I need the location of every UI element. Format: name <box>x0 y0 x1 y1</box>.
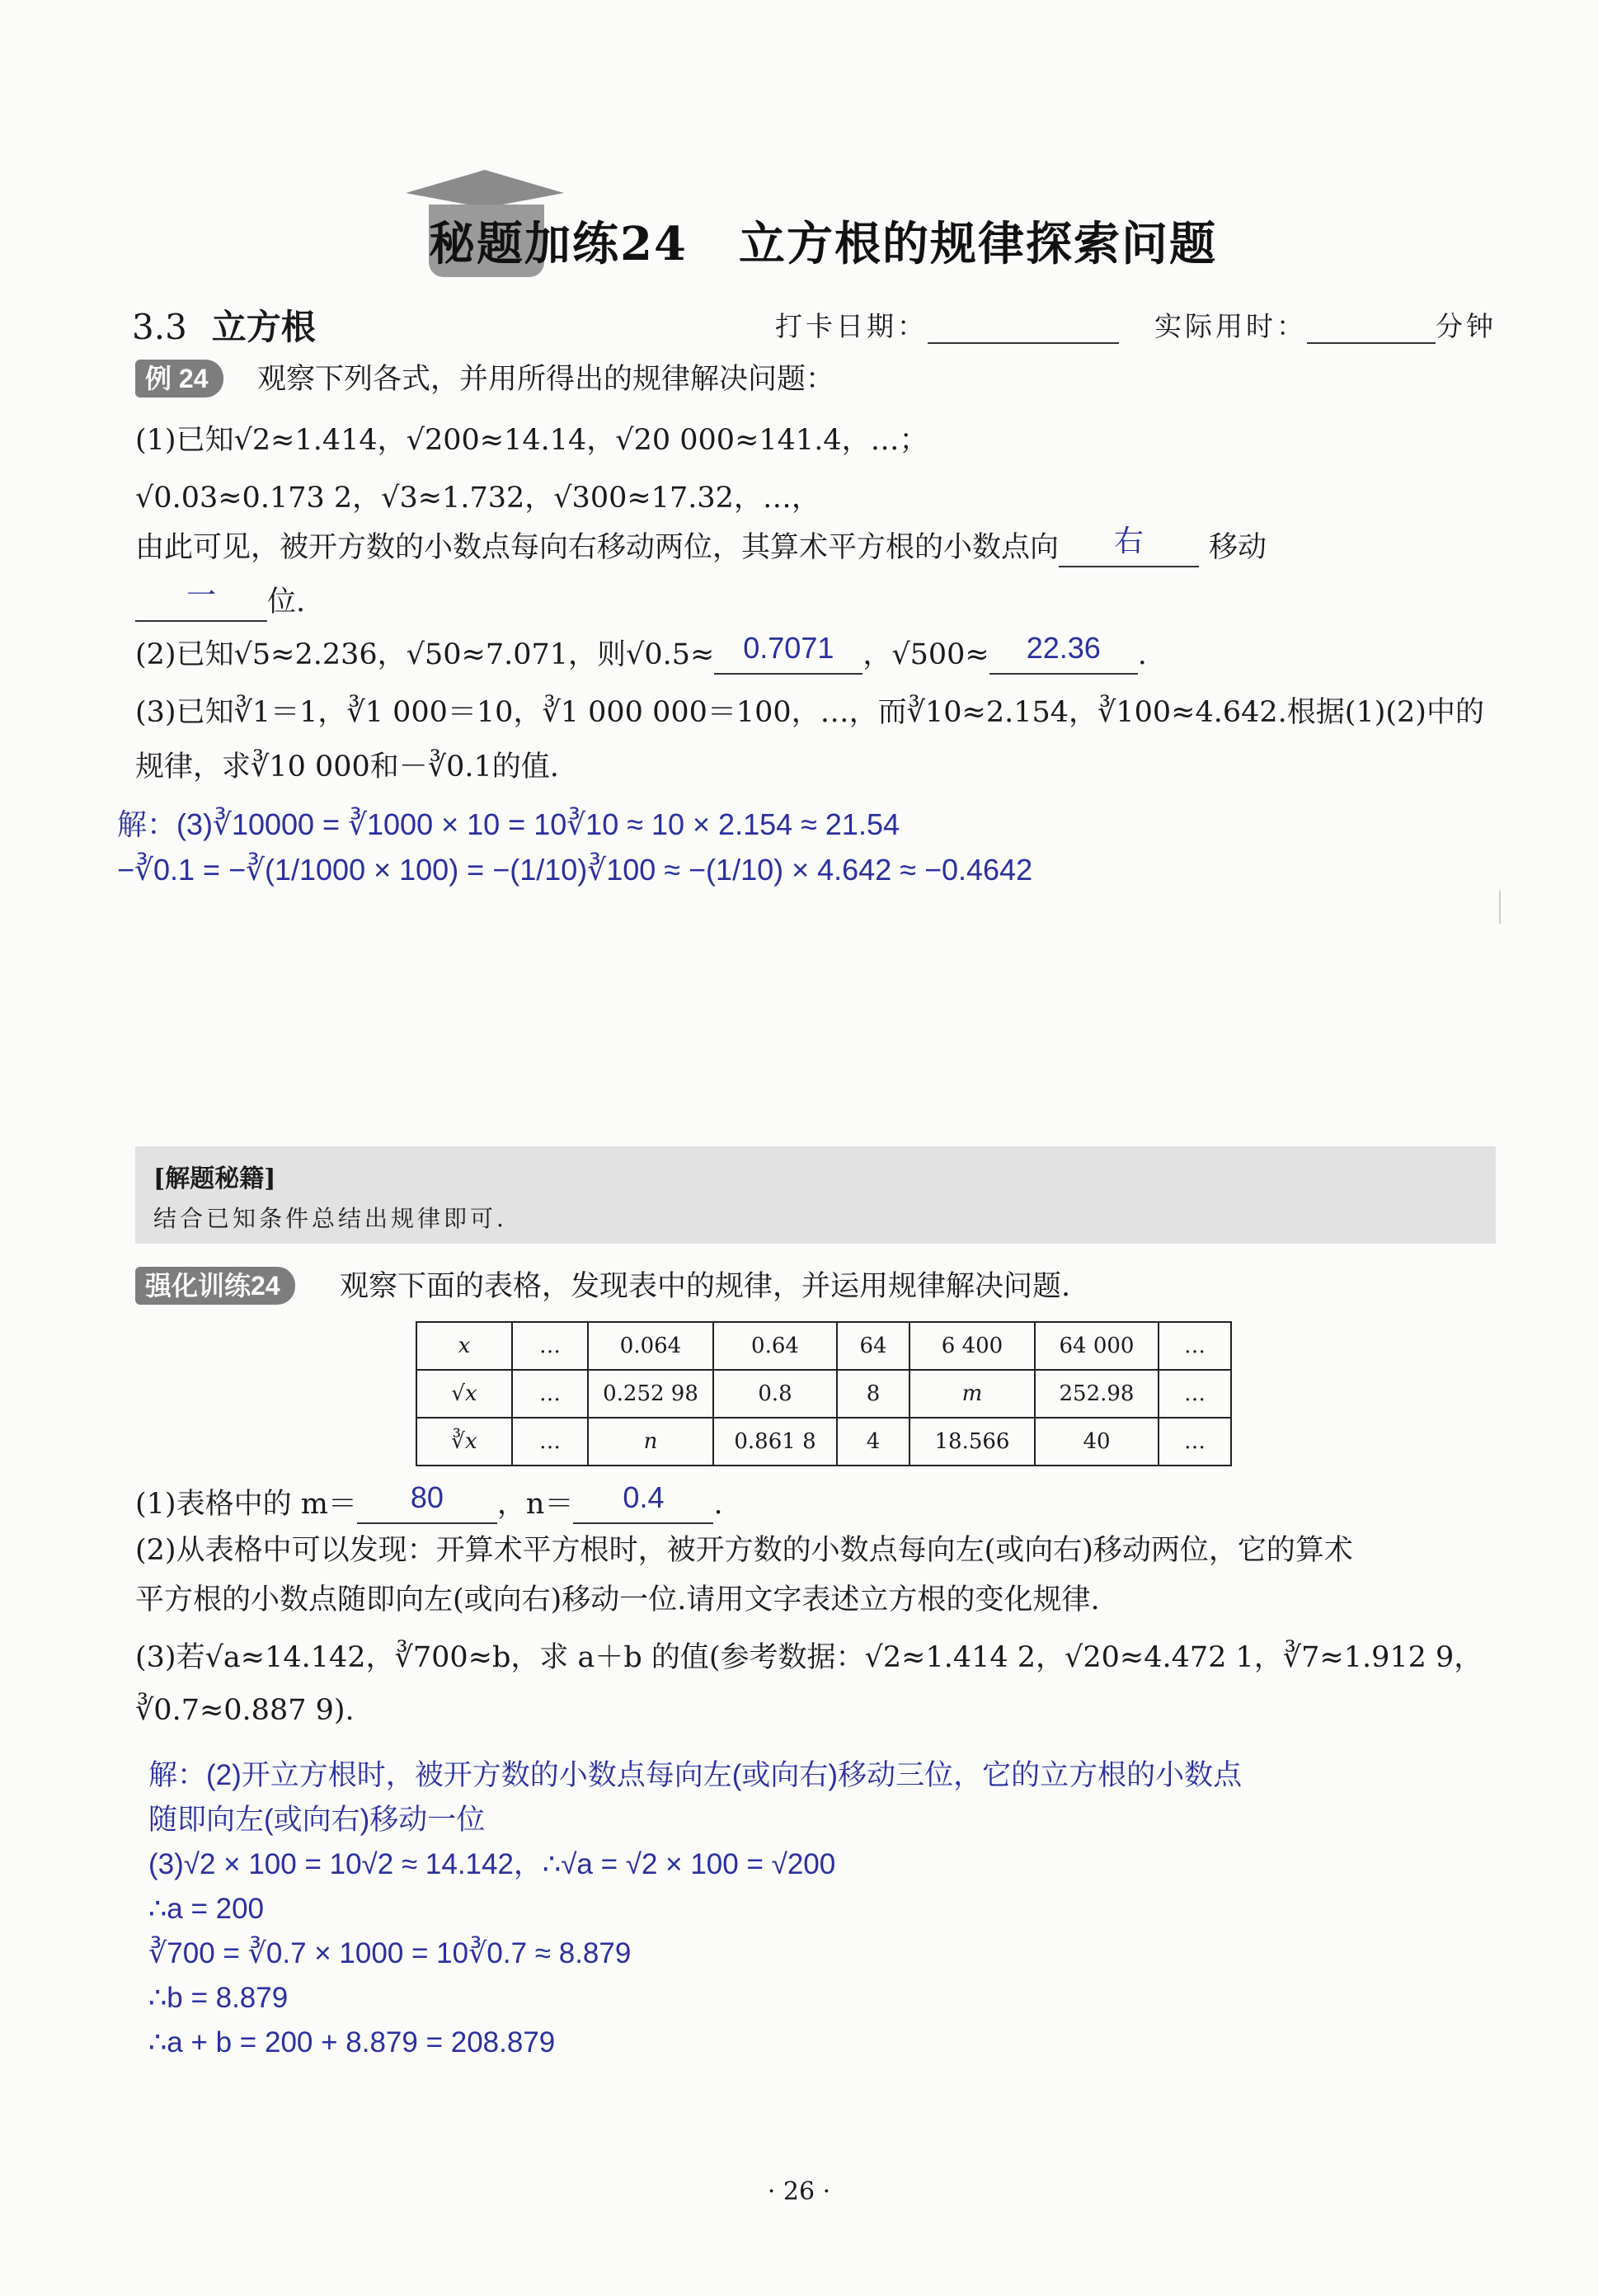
tip-text: 结合已知条件总结出规律即可. <box>153 1205 507 1232</box>
training-q3-line2: ∛0.7≈0.887 9). <box>135 1694 355 1727</box>
answer-m: 80 <box>410 1480 444 1514</box>
table-cell: … <box>1159 1370 1231 1418</box>
value-table <box>416 1321 1232 1466</box>
answer-direction-slot[interactable] <box>1059 524 1199 567</box>
table-cell: n <box>588 1418 713 1466</box>
training-solution-line: 随即向左(或向右)移动一位 <box>148 1804 486 1836</box>
answer-count: 一 <box>186 578 216 612</box>
table-row <box>416 1370 1231 1418</box>
checkin-time-unit: 分钟 <box>1436 310 1497 342</box>
table-cell: … <box>512 1322 588 1370</box>
answer-sqrt05: 0.7071 <box>743 631 834 665</box>
table-cell: ∛x <box>416 1418 512 1466</box>
section-heading <box>132 300 316 350</box>
page-title <box>429 208 1217 274</box>
tip-title: [解题秘籍] <box>153 1164 276 1193</box>
graduation-cap-icon <box>406 170 564 193</box>
title-prefix: 秘题加练24 <box>429 217 688 271</box>
training-solution-line: ∴b = 8.879 <box>148 1982 289 2014</box>
example-p1-line4-tail: 位. <box>267 586 306 619</box>
example-solution-line1: 解：(3)∛10000 = ∛1000 × 10 = 10∛10 ≈ 10 × 2.154 ≈ 21.54 <box>117 807 900 841</box>
training-q1 <box>135 1480 723 1524</box>
training-q1-end: . <box>713 1488 723 1521</box>
training-q1-text: (1)表格中的 m＝ <box>135 1488 357 1521</box>
margin-mark <box>1499 891 1501 924</box>
example-p1-line3 <box>135 524 1267 567</box>
table-cell: 64 <box>837 1322 909 1370</box>
example-p1-line4 <box>135 578 306 622</box>
training-q2-line2: 平方根的小数点随即向左(或向右)移动一位.请用文字表述立方根的变化规律. <box>135 1583 1100 1616</box>
example-p1-line3-text: 由此可见，被开方数的小数点每向右移动两位，其算术平方根的小数点向 <box>135 531 1060 564</box>
table-cell: x <box>416 1322 512 1370</box>
example-p2 <box>135 631 1147 675</box>
table-cell: 0.861 8 <box>713 1418 837 1466</box>
answer-sqrt500-slot[interactable] <box>989 631 1138 675</box>
title-main: 立方根的规律探索问题 <box>738 217 1217 271</box>
answer-sqrt500: 22.36 <box>1026 631 1101 665</box>
example-p2-end: . <box>1137 638 1147 671</box>
table-cell: 252.98 <box>1035 1370 1159 1418</box>
training-q1-mid: ，n＝ <box>496 1488 574 1521</box>
table-cell: 0.64 <box>713 1322 837 1370</box>
checkin-date-label: 打卡日期： <box>775 310 928 342</box>
table-cell: … <box>1159 1322 1231 1370</box>
page-number: · 26 · <box>767 2177 831 2206</box>
training-solution-line: ∛700 = ∛0.7 × 1000 = 10∛0.7 ≈ 8.879 <box>148 1937 632 1969</box>
checkin-time-label: 实际用时： <box>1154 310 1307 342</box>
table-cell: 4 <box>837 1418 909 1466</box>
example-p2-mid: ，√500≈ <box>862 638 989 671</box>
checkin-time-field[interactable] <box>1307 313 1436 344</box>
table-cell: … <box>1159 1418 1231 1466</box>
answer-n: 0.4 <box>623 1480 665 1514</box>
table-cell: 0.064 <box>588 1322 713 1370</box>
table-cell: … <box>512 1370 588 1418</box>
table-cell: … <box>512 1418 588 1466</box>
answer-m-slot[interactable] <box>357 1480 497 1524</box>
checkin-date-field[interactable] <box>928 313 1119 344</box>
answer-direction: 右 <box>1114 524 1144 558</box>
example-p3-line1: (3)已知∛1＝1，∛1 000＝10，∛1 000 000＝100，…，而∛10≈2.154，∛100≈4.642.根据(1)(2)中的 <box>135 696 1484 729</box>
training-q2-line1: (2)从表格中可以发现：开算术平方根时，被开方数的小数点每向左(或向右)移动两位，它的算术 <box>135 1534 1353 1567</box>
training-solution-line: ∴a + b = 200 + 8.879 = 208.879 <box>148 2026 556 2058</box>
training-solution-line: 解：(2)开立方根时，被开方数的小数点每向左(或向右)移动三位，它的立方根的小数点 <box>148 1759 1243 1791</box>
example-p1-line1: (1)已知√2≈1.414，√200≈14.14，√20 000≈141.4，…； <box>135 424 928 457</box>
table-cell: 40 <box>1035 1418 1159 1466</box>
table-row <box>416 1418 1231 1466</box>
answer-count-slot[interactable] <box>135 578 267 622</box>
example-p2-text: (2)已知√5≈2.236，√50≈7.071，则√0.5≈ <box>135 638 715 671</box>
training-solution-line: (3)√2 × 100 = 10√2 ≈ 14.142，∴√a = √2 × 100 = √200 <box>148 1848 836 1880</box>
table-row <box>416 1322 1231 1370</box>
table-cell: 64 000 <box>1035 1322 1159 1370</box>
table-cell: 0.252 98 <box>588 1370 713 1418</box>
training-prompt: 观察下面的表格，发现表中的规律，并运用规律解决问题. <box>340 1270 1071 1303</box>
answer-n-slot[interactable] <box>573 1480 713 1524</box>
example-p1-line3-tail: 移动 <box>1209 531 1267 564</box>
answer-sqrt05-slot[interactable] <box>714 631 862 675</box>
training-solution <box>148 1753 1242 2065</box>
table-cell: 8 <box>837 1370 909 1418</box>
checkin-date <box>775 305 1119 344</box>
checkin-time <box>1154 305 1497 344</box>
table-cell: 18.566 <box>909 1418 1035 1466</box>
example-solution-line2: −∛0.1 = −∛(1/1000 × 100) = −(1/10)∛100 ≈ −(1/10) × 4.642 ≈ −0.4642 <box>117 853 1033 887</box>
section-name: 立方根 <box>211 307 316 347</box>
example-tag: 例 24 <box>135 360 223 398</box>
example-p1-line2: √0.03≈0.173 2，√3≈1.732，√300≈17.32，…， <box>135 482 820 515</box>
table-cell: √x <box>416 1370 512 1418</box>
table-cell: 6 400 <box>909 1322 1035 1370</box>
example-p3-line2: 规律，求∛10 000和－∛0.1的值. <box>135 750 559 783</box>
training-q3-line1: (3)若√a≈14.142，∛700≈b，求 a＋b 的值(参考数据：√2≈1.414 2，√20≈4.472 1，∛7≈1.912 9， <box>135 1641 1483 1674</box>
training-tag: 强化训练24 <box>135 1267 295 1305</box>
table-cell: 0.8 <box>713 1370 837 1418</box>
example-prompt: 观察下列各式，并用所得出的规律解决问题： <box>257 363 835 396</box>
section-number: 3.3 <box>132 307 187 347</box>
training-solution-line: ∴a = 200 <box>148 1893 265 1925</box>
table-cell: m <box>909 1370 1035 1418</box>
